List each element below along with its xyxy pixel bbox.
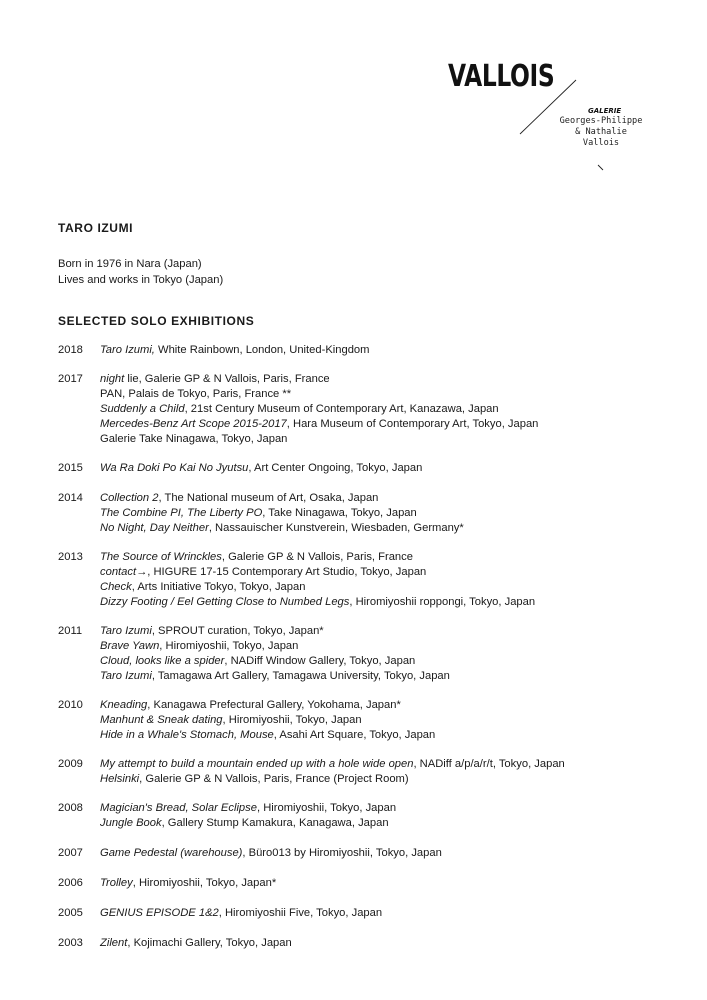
exhibition-entry: [100, 432, 698, 447]
year-group: [58, 372, 698, 447]
exhibition-entries: [100, 461, 698, 476]
exhibition-title: Trolley: [100, 877, 133, 889]
exhibition-entry: [100, 639, 698, 654]
exhibition-venue: , Take Ninagawa, Tokyo, Japan: [262, 507, 417, 519]
exhibition-title: Dizzy Footing / Eel Getting Close to Numbed Legs: [100, 596, 350, 608]
exhibition-entry: [100, 343, 698, 358]
exhibition-title: Magician's Bread, Solar Eclipse: [100, 802, 257, 814]
exhibition-entry: [100, 816, 698, 831]
exhibition-title: The Combine PI, The Liberty PO: [100, 507, 263, 519]
exhibition-entries: [100, 372, 698, 447]
exhibition-year: 2006: [58, 877, 83, 889]
exhibition-entry: [100, 936, 698, 951]
exhibition-venue: PAN, Palais de Tokyo, Paris, France **: [100, 388, 292, 400]
exhibition-year: 2007: [58, 847, 83, 859]
exhibition-venue: , Asahi Art Square, Tokyo, Japan: [273, 729, 436, 741]
exhibition-venue: , NADiff Window Gallery, Tokyo, Japan: [224, 655, 416, 667]
exhibition-title: Brave Yawn: [100, 640, 160, 652]
exhibition-venue: , Hiromiyoshii, Tokyo, Japan: [222, 714, 362, 726]
exhibition-title: GENIUS EPISODE 1&2: [100, 907, 219, 919]
exhibition-entry: [100, 417, 698, 432]
year-group: [58, 343, 698, 358]
exhibition-entries: [100, 343, 698, 358]
exhibition-year: 2011: [58, 625, 83, 637]
exhibition-entry: [100, 565, 698, 580]
artist-name: TARO IZUMI: [58, 221, 134, 235]
logo-wordmark: VALLOIS: [448, 59, 555, 94]
exhibition-title: Zilent: [100, 937, 128, 949]
exhibition-entries: [100, 624, 698, 684]
exhibition-title: Hide in a Whale's Stomach, Mouse: [100, 729, 274, 741]
exhibition-title: night: [100, 373, 125, 385]
exhibition-entries: [100, 906, 698, 921]
exhibition-venue: , NADiff a/p/a/r/t, Tokyo, Japan: [413, 758, 565, 770]
exhibition-year: 2018: [58, 344, 83, 356]
exhibition-entries: [100, 876, 698, 891]
year-group: [58, 936, 698, 951]
exhibition-title: Cloud, looks like a spider: [100, 655, 225, 667]
exhibition-venue: , Galerie GP & N Vallois, Paris, France (Project Room): [139, 773, 409, 785]
exhibition-entry: [100, 728, 698, 743]
artist-lives: Lives and works in Tokyo (Japan): [58, 274, 224, 286]
exhibition-venue: , Hiromiyoshii Five, Tokyo, Japan: [218, 907, 383, 919]
year-group: [58, 491, 698, 536]
exhibitions-list: [58, 343, 698, 951]
exhibition-venue: , Nassauischer Kunstverein, Wiesbaden, Germany*: [208, 522, 464, 534]
exhibition-title: Helsinki: [100, 773, 140, 785]
exhibition-venue: , Kojimachi Gallery, Tokyo, Japan: [127, 937, 292, 949]
exhibition-year: 2013: [58, 551, 83, 563]
year-group: [58, 624, 698, 684]
exhibition-entry: [100, 461, 698, 476]
section-title: SELECTED SOLO EXHIBITIONS: [58, 314, 255, 328]
exhibition-entries: [100, 491, 698, 536]
exhibition-entry: [100, 491, 698, 506]
year-group: [58, 461, 698, 476]
exhibition-venue: Galerie Take Ninagawa, Tokyo, Japan: [100, 433, 288, 445]
exhibition-venue: , Hiromiyoshii roppongi, Tokyo, Japan: [349, 596, 536, 608]
exhibition-venue: , Gallery Stump Kamakura, Kanagawa, Japan: [161, 817, 389, 829]
exhibition-venue: lie, Galerie GP & N Vallois, Paris, France: [124, 373, 330, 385]
year-group: [58, 757, 698, 787]
exhibition-entries: [100, 698, 698, 743]
exhibition-title: Jungle Book: [100, 817, 162, 829]
exhibition-venue: , Hiromiyoshii, Tokyo, Japan*: [132, 877, 277, 889]
exhibition-entry: [100, 876, 698, 891]
exhibition-year: 2003: [58, 937, 83, 949]
logo-owner-names: Georges-Philippe & Nathalie Vallois: [559, 116, 643, 148]
exhibition-venue: , 21st Century Museum of Contemporary Art, Kanazawa, Japan: [184, 403, 499, 415]
exhibition-venue: , Tamagawa Art Gallery, Tamagawa University, Tokyo, Japan: [151, 670, 450, 682]
exhibition-entry: [100, 846, 698, 861]
exhibition-entry: [100, 506, 698, 521]
exhibition-year: 2017: [58, 373, 83, 385]
exhibition-venue: , Büro013 by Hiromiyoshii, Tokyo, Japan: [242, 847, 442, 859]
exhibition-title: Collection 2: [100, 492, 159, 504]
year-group: [58, 550, 698, 610]
exhibition-entry: [100, 801, 698, 816]
exhibition-entry: [100, 521, 698, 536]
exhibition-venue: , Hiromiyoshii, Tokyo, Japan: [256, 802, 397, 814]
exhibition-title: No Night, Day Neither: [100, 522, 209, 534]
gallery-logo: [448, 59, 643, 180]
exhibition-entries: [100, 550, 698, 610]
exhibition-venue: , Hara Museum of Contemporary Art, Tokyo, Japan: [286, 418, 539, 430]
exhibition-entries: [100, 846, 698, 861]
exhibition-year: 2009: [58, 758, 83, 770]
exhibition-venue: , Art Center Ongoing, Tokyo, Japan: [248, 462, 423, 474]
exhibition-year: 2014: [58, 492, 83, 504]
exhibition-venue: , The National museum of Art, Osaka, Japan: [158, 492, 379, 504]
exhibition-entry: [100, 654, 698, 669]
exhibition-entry: [100, 757, 698, 772]
exhibition-title: Mercedes-Benz Art Scope 2015-2017: [100, 418, 287, 430]
exhibition-title: My attempt to build a mountain ended up with a hole wide open: [100, 758, 414, 770]
exhibition-title: The Source of Wrinckles: [100, 551, 222, 563]
exhibition-entry: [100, 624, 698, 639]
exhibition-entries: [100, 936, 698, 951]
exhibition-entry: [100, 713, 698, 728]
exhibition-entry: [100, 698, 698, 713]
exhibition-entries: [100, 801, 698, 831]
exhibition-entry: [100, 772, 698, 787]
year-group: [58, 846, 698, 861]
exhibition-title: Manhunt & Sneak dating: [100, 714, 223, 726]
exhibition-year: 2005: [58, 907, 83, 919]
exhibition-entry: [100, 595, 698, 610]
year-group: [58, 906, 698, 921]
year-group: [58, 801, 698, 831]
exhibition-year: 2015: [58, 462, 83, 474]
exhibition-entry: [100, 669, 698, 684]
artist-bio: [58, 256, 223, 288]
exhibition-entry: [100, 550, 698, 565]
logo-galerie-label: GALERIE: [588, 107, 622, 115]
exhibition-title: Wa Ra Doki Po Kai No Jyutsu: [100, 462, 249, 474]
exhibition-title: Suddenly a Child: [100, 403, 185, 415]
exhibition-venue: , Galerie GP & N Vallois, Paris, France: [221, 551, 413, 563]
year-group: [58, 876, 698, 891]
exhibition-title: contact→: [100, 566, 148, 578]
exhibition-title: Taro Izumi: [100, 670, 152, 682]
exhibition-venue: , SPROUT curation, Tokyo, Japan*: [151, 625, 324, 637]
exhibition-title: Taro Izumi,: [100, 344, 155, 356]
exhibition-entry: [100, 906, 698, 921]
exhibition-entry: [100, 387, 698, 402]
exhibition-venue: , Arts Initiative Tokyo, Tokyo, Japan: [131, 581, 306, 593]
exhibition-title: Game Pedestal (warehouse): [100, 847, 243, 859]
exhibition-title: Kneading: [100, 699, 148, 711]
exhibition-venue: , Hiromiyoshii, Tokyo, Japan: [159, 640, 299, 652]
year-group: [58, 698, 698, 743]
exhibition-year: 2010: [58, 699, 83, 711]
artist-born: Born in 1976 in Nara (Japan): [58, 258, 202, 270]
exhibition-venue: , HIGURE 17-15 Contemporary Art Studio, Tokyo, Japan: [147, 566, 427, 578]
exhibition-entry: [100, 372, 698, 387]
exhibition-venue: White Rainbown, London, United-Kingdom: [154, 344, 370, 356]
exhibition-venue: , Kanagawa Prefectural Gallery, Yokohama, Japan*: [147, 699, 401, 711]
exhibition-entries: [100, 757, 698, 787]
exhibition-year: 2008: [58, 802, 83, 814]
exhibition-entry: [100, 580, 698, 595]
exhibition-title: Check: [100, 581, 132, 593]
exhibition-entry: [100, 402, 698, 417]
exhibition-title: Taro Izumi: [100, 625, 152, 637]
